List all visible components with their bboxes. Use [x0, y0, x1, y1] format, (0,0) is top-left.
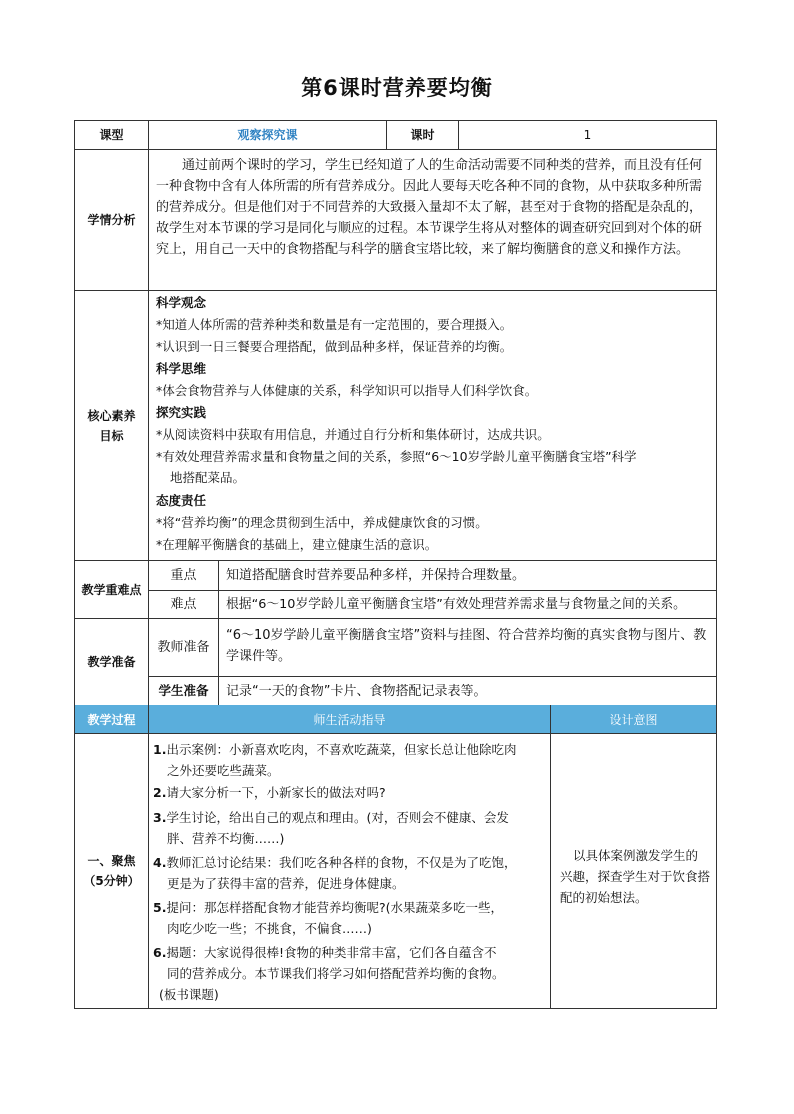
teacher-prep-text: “6～10岁学龄儿童平衡膳食宝塔”资料与挂图、符合营养均衡的真实食物与图片、教学课件等。 — [226, 628, 707, 664]
table-border — [74, 1008, 717, 1009]
stage-activities — [153, 739, 549, 1005]
step-number: 6. — [153, 945, 167, 960]
teacher-prep-label: 教师准备 — [157, 639, 210, 655]
activity-step — [153, 942, 549, 963]
step-number: 2. — [153, 785, 167, 800]
activity-step — [153, 852, 549, 873]
goal-heading: 态度责任 — [156, 493, 207, 508]
design-intent-text: 以具体案例激发学生的兴趣，探查学生对于饮食搭配的初始想法。 — [560, 848, 711, 905]
table-border — [148, 590, 717, 591]
focus-label: 重点 — [170, 567, 197, 583]
step-text: 提问：那怎样搭配食物才能营养均衡呢?(水果蔬菜多吃一些， — [166, 900, 503, 915]
step-number: 5. — [153, 900, 167, 915]
goal-item: *认识到一日三餐要合理搭配，做到品种多样，保证营养的均衡。 — [156, 339, 513, 354]
step-continuation: 更是为了获得丰富的营养，促进身体健康。 — [167, 876, 405, 891]
goal-item-continuation: 地搭配菜品。 — [170, 470, 246, 485]
activity-step — [153, 807, 549, 828]
goal-item: *有效处理营养需求量和食物量之间的关系，参照“6～10岁学龄儿童平衡膳食宝塔”科学 — [156, 449, 637, 464]
page-title: 第6课时营养要均衡 — [301, 76, 493, 100]
step-number: 3. — [153, 810, 167, 825]
goal-heading: 科学观念 — [156, 295, 207, 310]
step-text: 教师汇总讨论结果：我们吃各种各样的食物，不仅是为了吃饱， — [166, 855, 517, 870]
step-continuation: 胖、营养不均衡……) — [167, 831, 285, 846]
step-number: 4. — [153, 855, 167, 870]
goal-item: *从阅读资料中获取有用信息，并通过自行分析和集体研讨，达成共识。 — [156, 427, 550, 442]
table-border — [716, 120, 717, 1009]
keypoints-label: 教学重难点 — [81, 582, 142, 597]
table-border — [74, 290, 717, 291]
step-number: 1. — [153, 742, 167, 757]
activity-col-header: 师生活动指导 — [149, 705, 550, 733]
activity-step — [153, 782, 549, 803]
difficulty-text: 根据“6～10岁学龄儿童平衡膳食宝塔”有效处理营养需求量与食物量之间的关系。 — [226, 597, 686, 612]
analysis-label: 学情分析 — [87, 213, 136, 227]
goal-item: *在理解平衡膳食的基础上，建立健康生活的意识。 — [156, 537, 438, 552]
process-col-header: 教学过程 — [75, 705, 148, 733]
focus-text: 知道搭配膳食时营养要品种多样，并保持合理数量。 — [226, 568, 526, 583]
goals-label-line1: 核心素养 — [87, 408, 136, 423]
table-border — [550, 705, 551, 1009]
step-continuation: 之外还要吃些蔬菜。 — [167, 763, 280, 778]
student-prep-text: 记录“一天的食物”卡片、食物搭配记录表等。 — [226, 684, 487, 699]
goals-label-line2: 目标 — [99, 428, 124, 443]
table-border — [218, 560, 219, 705]
goal-item: *体会食物营养与人体健康的关系，科学知识可以指导人们科学饮食。 — [156, 383, 538, 398]
course-type-value: 观察探究课 — [237, 128, 298, 142]
period-label: 课时 — [410, 128, 435, 142]
step-text: 揭题：大家说得很棒!食物的种类非常丰富，它们各自蕴含不 — [166, 945, 497, 960]
table-border — [74, 149, 717, 150]
course-type-label: 课型 — [99, 128, 124, 142]
activity-step — [153, 897, 549, 918]
step-text: 请大家分析一下，小新家长的做法对吗? — [166, 785, 386, 800]
goals-label — [75, 291, 148, 560]
intent-col-header: 设计意图 — [551, 705, 716, 733]
period-value: 1 — [583, 128, 592, 142]
stage-label — [75, 734, 148, 1008]
stage-label-title: 一、聚焦 — [87, 854, 136, 868]
difficulty-label: 难点 — [170, 596, 197, 612]
goal-heading: 科学思维 — [156, 361, 207, 376]
step-continuation: 肉吃少吃一些；不挑食，不偏食……) — [167, 921, 372, 936]
table-border — [74, 733, 717, 734]
preparation-label: 教学准备 — [87, 655, 136, 669]
goal-item: *知道人体所需的营养种类和数量是有一定范围的，要合理摄入。 — [156, 317, 513, 332]
goal-heading: 探究实践 — [156, 405, 207, 420]
student-prep-label: 学生准备 — [158, 683, 209, 698]
step-text: 出示案例：小新喜欢吃肉，不喜欢吃蔬菜，但家长总让他除吃肉 — [166, 742, 517, 757]
goals-content — [156, 292, 712, 555]
step-text: 学生讨论，给出自己的观点和理由。(对，否则会不健康、会发 — [166, 810, 509, 825]
step-continuation: (板书课题) — [159, 987, 219, 1002]
stage-label-duration: （5分钟） — [83, 874, 140, 888]
table-border — [148, 676, 717, 677]
goal-item: *将“营养均衡”的理念贯彻到生活中，养成健康饮食的习惯。 — [156, 515, 488, 530]
analysis-text: 通过前两个课时的学习，学生已经知道了人的生命活动需要不同种类的营养，而且没有任何一种食物中含有人体所需的所有营养成分。因此人要每天吃各种不同的食物，从中获取多种所需的营养成分。但是他们对于不同营养的大致摄入量却不太了解，甚至对于食物的搭配是杂乱的，故学生对本节课的学习是同化与顺应的过程。本节课学生将从对整体的调查研究回到对个体的研究上，用自己一天中的食物搭配与科学的膳食宝塔比较，来了解均衡膳食的意义和操作方法。 — [156, 158, 703, 257]
activity-step — [153, 739, 549, 760]
step-continuation: 同的营养成分。本节课我们将学习如何搭配营养均衡的食物。 — [167, 966, 505, 981]
